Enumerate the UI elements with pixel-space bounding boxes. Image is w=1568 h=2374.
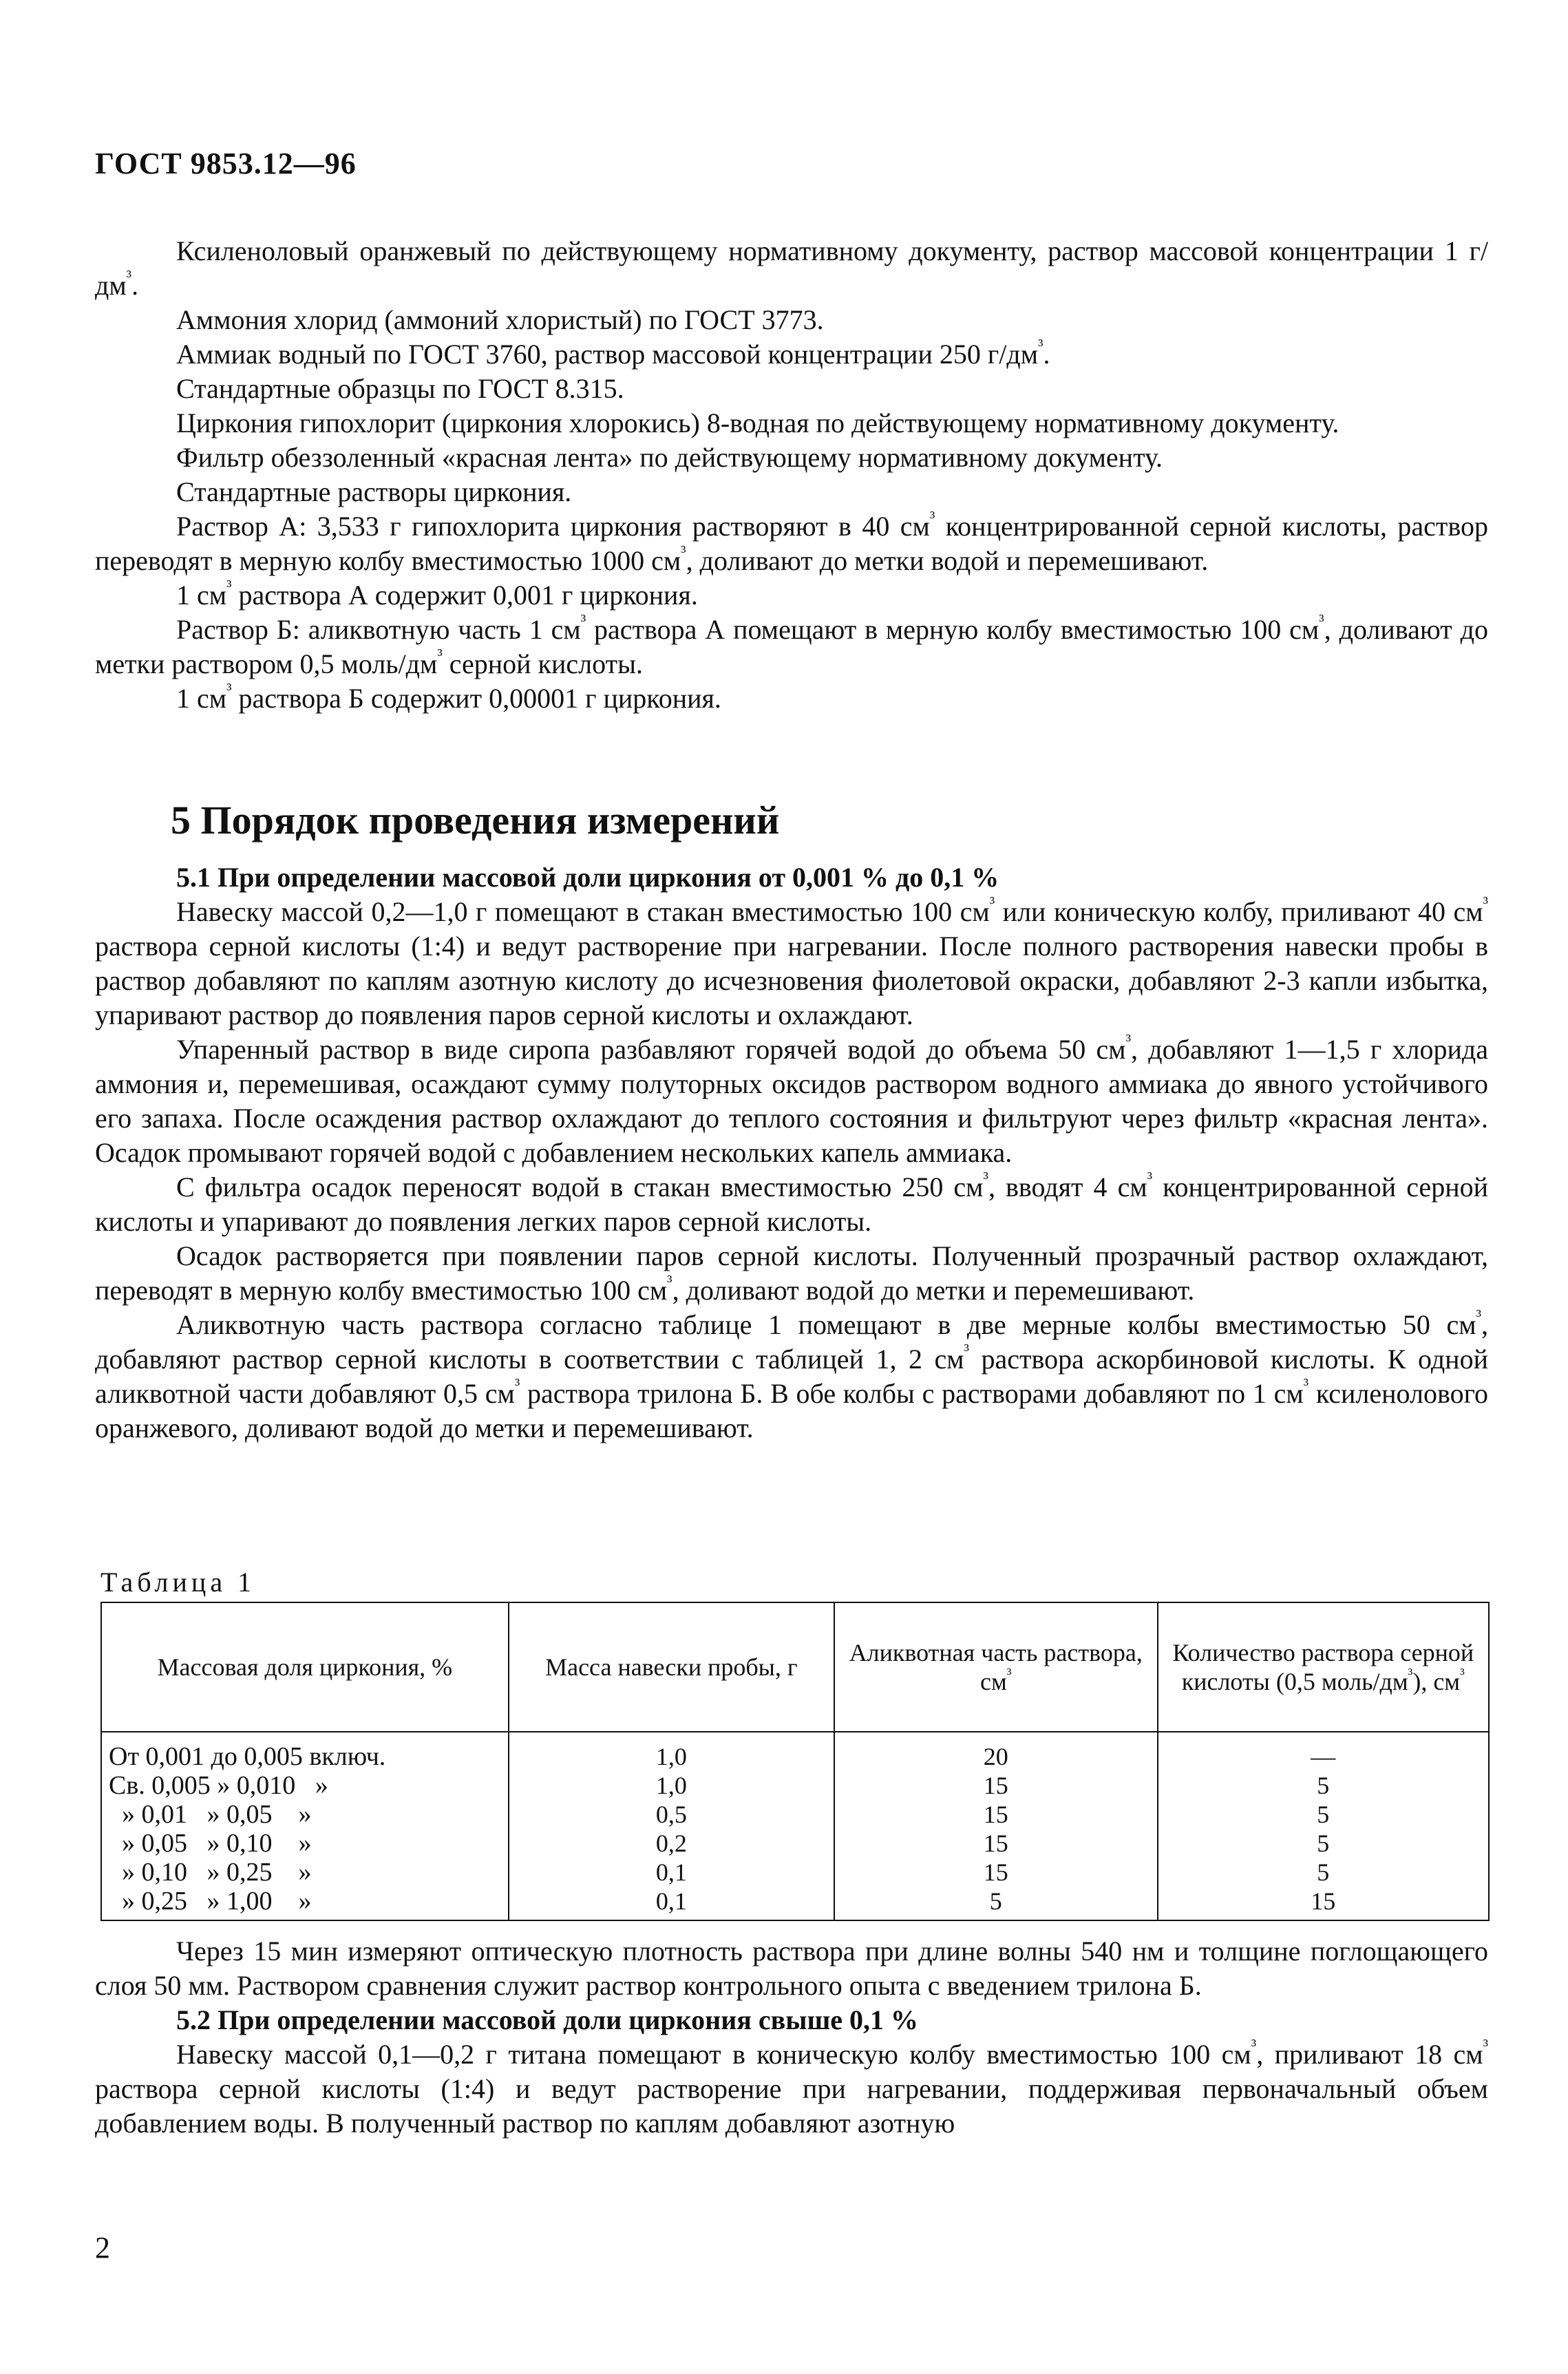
table-row: [101, 1858, 1489, 1887]
table-cell: 0,1: [509, 1858, 834, 1887]
paragraph: Фильтр обеззоленный «красная лента» по действующему нормативному документу.: [176, 442, 1163, 473]
table-cell: 5: [1158, 1829, 1489, 1858]
table-header-cell: Аликвотная часть раствора, $см^{^3}$: [834, 1602, 1157, 1732]
paragraph: Аммония хлорид (аммоний хлористый) по ГОСТ 3773.: [176, 304, 824, 335]
table-cell: 5: [1158, 1858, 1489, 1887]
table-cell: 15: [834, 1858, 1157, 1887]
paragraph: 1 $см^{^3}$ раствора А содержит 0,001 г циркония.: [176, 577, 698, 611]
table-cell: 1,0: [509, 1771, 834, 1800]
table-header-cell: Массовая доля циркония, %: [101, 1602, 509, 1732]
section-5-1: [95, 860, 1488, 1445]
paragraph: Через 15 мин измеряют оптическую плотность раствора при длине волны 540 нм и толщине поглощающего слоя 50 мм. Раствором сравнения служит раствор контрольного опыта с введением трилона Б.: [95, 1936, 1488, 2001]
table-row: [101, 1887, 1489, 1920]
table-row: [101, 1771, 1489, 1800]
table-header-cell: Количество раствора серной кислоты (0,5 моль/$дм^{^3}$), $см^{^3}$: [1158, 1602, 1489, 1732]
page-number: 2: [95, 2231, 110, 2265]
subsection-title: 5.2 При определении массовой доли циркония свыше 0,1 %: [176, 2004, 919, 2035]
paragraph: Циркония гипохлорит (циркония хлорокись) 8-водная по действующему нормативному документу.: [176, 407, 1339, 438]
table-header-cell: Масса навески пробы, г: [509, 1602, 834, 1732]
table-1: [100, 1602, 1490, 1921]
section-title: 5 Порядок проведения измерений: [171, 798, 780, 842]
document-header: ГОСТ 9853.12—96: [95, 147, 357, 180]
table-caption: Таблица 1: [100, 1567, 256, 1598]
table-cell: » 0,01 » 0,05 »: [101, 1800, 509, 1829]
table-cell: 15: [834, 1800, 1157, 1829]
section-5-1-tail: [95, 1934, 1488, 2141]
reagents-list: [95, 234, 1488, 716]
paragraph: Аммиак водный по ГОСТ 3760, раствор массовой концентрации 250 $г/дм^{^3}$.: [176, 337, 1050, 370]
paragraph: Упаренный раствор в виде сиропа разбавляют горячей водой до объема 50 $см^{^3}$, добавляют 1—1,5 г хлорида аммония и, перемешивая, осаждают сумму полуторных оксидов раствором водного аммиака до явного устойчивого его запаха. После осаждения раствор охлаждают до теплого состояния и фильтруют через фильтр «красная лента». Осадок промывают горячей водой с добавлением нескольких капель аммиака.: [95, 1032, 1489, 1168]
table-row: [101, 1829, 1489, 1858]
table-cell: 5: [1158, 1771, 1489, 1800]
table-cell: 5: [1158, 1800, 1489, 1829]
table-cell: 15: [834, 1829, 1157, 1858]
paragraph: Навеску массой 0,2—1,0 г помещают в стакан вместимостью 100 $см^{^3}$ или коническую колбу, приливают 40 $см^{^3}$ раствора серной кислоты (1:4) и ведут растворение при нагревании. После полного растворения навески пробы в раствор добавляют по каплям азотную кислоту до исчезновения фиолетовой окраски, добавляют 2-3 капли избытка, упаривают раствор до появления паров серной кислоты и охлаждают.: [95, 894, 1489, 1030]
table-cell: 15: [834, 1771, 1157, 1800]
table-cell: 0,1: [509, 1887, 834, 1920]
table-cell: 20: [834, 1732, 1157, 1771]
paragraph: Ксиленоловый оранжевый по действующему нормативному документу, раствор массовой концентрации 1 $г/дм^{^3}$.: [95, 235, 1488, 301]
paragraph: Раствор А: 3,533 г гипохлорита циркония растворяют в 40 $см^{^3}$ концентрированной серной кислоты, раствор переводят в мерную колбу вместимостью 1000 $см^{^3}$, доливают до метки водой и перемешивают.: [95, 509, 1489, 576]
table-cell: 1,0: [509, 1732, 834, 1771]
paragraph: Осадок растворяется при появлении паров серной кислоты. Полученный прозрачный раствор охлаждают, переводят в мерную колбу вместимостью 100 $см^{^3}$, доливают водой до метки и перемешивают.: [95, 1240, 1488, 1306]
paragraph: Навеску массой 0,1—0,2 г титана помещают в коническую колбу вместимостью 100 $см^{^3}$, приливают 18 $см^{^3}$ раствора серной кислоты (1:4) и ведут растворение при нагревании, поддерживая первоначальный объем добавлением воды. В полученный раствор по каплям добавляют азотную: [95, 2037, 1488, 2139]
paragraph: Аликвотную часть раствора согласно таблице 1 помещают в две мерные колбы вместимостью 50 $см^{^3}$, добавляют раствор серной кислоты в соответствии с таблицей 1, 2 $см^{^3}$ раствора аскорбиновой кислоты. К одной аликвотной части добавляют 0,5 $см^{^3}$ раствора трилона Б. В обе колбы с растворами добавляют по 1 $см^{^3}$ ксиленолового оранжевого, доливают водой до метки и перемешивают.: [95, 1307, 1488, 1443]
table-cell: Св. 0,005 » 0,010 »: [101, 1771, 509, 1800]
paragraph: Стандартные образцы по ГОСТ 8.315.: [176, 373, 624, 404]
paragraph: 1 $см^{^3}$ раствора Б содержит 0,00001 г циркония.: [176, 681, 721, 714]
paragraph: Раствор Б: аликвотную часть 1 $см^{^3}$ раствора А помещают в мерную колбу вместимостью 100 $см^{^3}$, доливают до метки раствором 0,5 моль/$дм^{^3}$ серной кислоты.: [95, 612, 1489, 679]
table-cell: 5: [834, 1887, 1157, 1920]
table-row: [101, 1732, 1489, 1771]
subsection-title: 5.1 При определении массовой доли циркония от 0,001 % до 0,1 %: [176, 862, 999, 893]
table-cell: От 0,001 до 0,005 включ.: [101, 1732, 509, 1771]
paragraph: С фильтра осадок переносят водой в стакан вместимостью 250 $см^{^3}$, вводят 4 $см^{^3}$ концентрированной серной кислоты и упаривают до появления легких паров серной кислоты.: [95, 1169, 1489, 1237]
table-cell: 15: [1158, 1887, 1489, 1920]
table-cell: 0,5: [509, 1800, 834, 1829]
table-cell: 0,2: [509, 1829, 834, 1858]
table-cell: » 0,25 » 1,00 »: [101, 1887, 509, 1920]
table-cell: —: [1158, 1732, 1489, 1771]
table-cell: » 0,05 » 0,10 »: [101, 1829, 509, 1858]
paragraph: Стандартные растворы циркония.: [176, 476, 572, 507]
table-cell: » 0,10 » 0,25 »: [101, 1858, 509, 1887]
table-row: [101, 1800, 1489, 1829]
